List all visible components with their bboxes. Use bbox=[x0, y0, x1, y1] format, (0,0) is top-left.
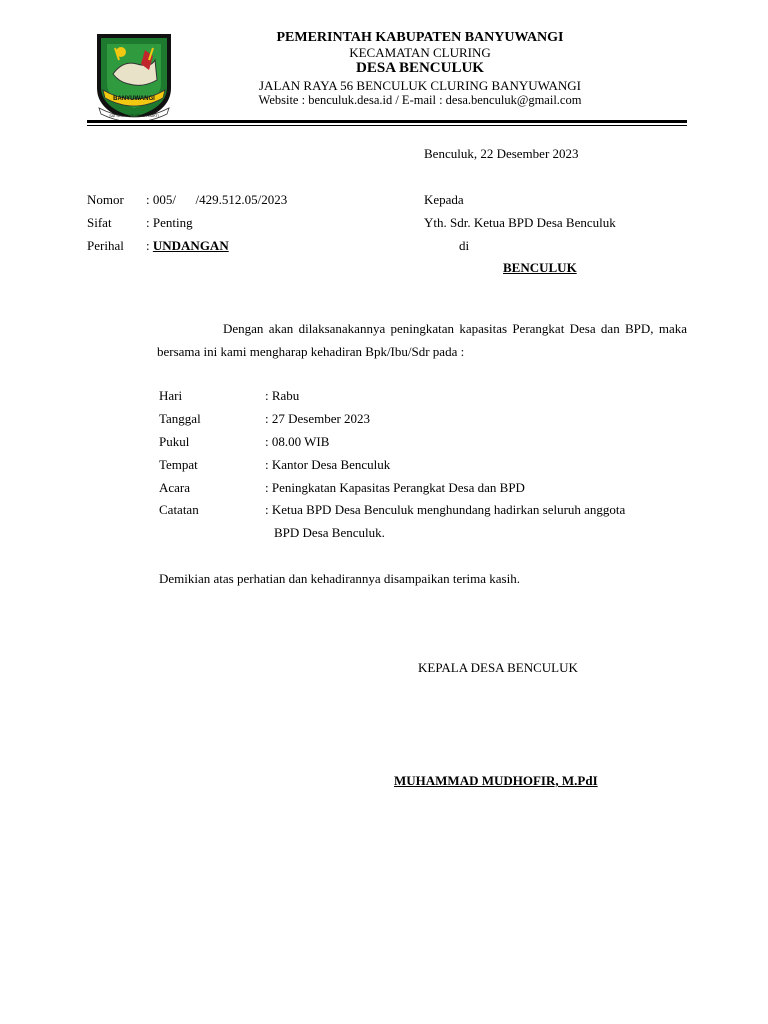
detail-value-acara: : Peningkatan Kapasitas Perangkat Desa dan BPD bbox=[265, 480, 525, 495]
detail-value-hari: : Rabu bbox=[265, 388, 300, 403]
recipient-place: BENCULUK bbox=[503, 260, 577, 275]
header-village: DESA BENCULUK bbox=[356, 60, 484, 76]
closing-sentence: Demikian atas perhatian dan kehadirannya disampaikan terima kasih. bbox=[159, 571, 520, 586]
detail-value-catatan: : Ketua BPD Desa Benculuk menghundang hadirkan seluruh anggota bbox=[265, 502, 626, 517]
recipient-name: Yth. Sdr. Ketua BPD Desa Benculuk bbox=[424, 215, 616, 230]
detail-label-tanggal: Tanggal bbox=[159, 411, 201, 426]
detail-value-pukul: : 08.00 WIB bbox=[265, 434, 330, 449]
signer-name: MUHAMMAD MUDHOFIR, M.PdI bbox=[394, 773, 598, 788]
detail-label-tempat: Tempat bbox=[159, 457, 198, 472]
header-district: KECAMATAN CLURING bbox=[349, 45, 491, 60]
header-government: PEMERINTAH KABUPATEN BANYUWANGI bbox=[276, 30, 564, 45]
meta-value-sifat: : Penting bbox=[146, 215, 193, 230]
meta-label-nomor: Nomor bbox=[87, 192, 124, 207]
meta-label-sifat: Sifat bbox=[87, 215, 112, 230]
meta-value-nomor: : 005/ /429.512.05/2023 bbox=[146, 192, 288, 207]
place-date: Benculuk, 22 Desember 2023 bbox=[424, 146, 579, 161]
header-address: JALAN RAYA 56 BENCULUK CLURING BANYUWANGI bbox=[259, 78, 581, 93]
perihal-subject: UNDANGAN bbox=[152, 238, 229, 253]
regency-logo bbox=[93, 30, 175, 124]
detail-value-catatan-cont: BPD Desa Benculuk. bbox=[274, 525, 385, 540]
logo-motto-text: SATYA BHAKTI PRAJA MUKTI bbox=[109, 114, 159, 118]
detail-label-catatan: Catatan bbox=[159, 502, 199, 517]
opening-paragraph: Dengan akan dilaksanakannya peningkatan kapasitas Perangkat Desa dan BPD, maka bersama ini kami mengharap kehadiran Bpk/Ibu/Sdr pada : bbox=[157, 321, 687, 359]
meta-value-perihal bbox=[146, 238, 229, 254]
detail-label-pukul: Pukul bbox=[159, 434, 190, 449]
header-contact: Website : benculuk.desa.id / E-mail : desa.benculuk@gmail.com bbox=[258, 93, 582, 107]
recipient-kepada: Kepada bbox=[424, 192, 464, 207]
perihal-prefix: : bbox=[146, 238, 153, 253]
meta-label-perihal: Perihal bbox=[87, 238, 124, 253]
logo-ribbon-text: BANYUWANGI bbox=[113, 96, 155, 102]
recipient-di: di bbox=[459, 238, 470, 253]
header-divider-thick bbox=[87, 120, 687, 123]
header-divider-thin bbox=[87, 125, 687, 126]
detail-label-acara: Acara bbox=[159, 480, 191, 495]
detail-value-tanggal: : 27 Desember 2023 bbox=[265, 411, 371, 426]
signer-title: KEPALA DESA BENCULUK bbox=[418, 660, 578, 675]
detail-label-hari: Hari bbox=[159, 388, 183, 403]
detail-value-tempat: : Kantor Desa Benculuk bbox=[265, 457, 391, 472]
